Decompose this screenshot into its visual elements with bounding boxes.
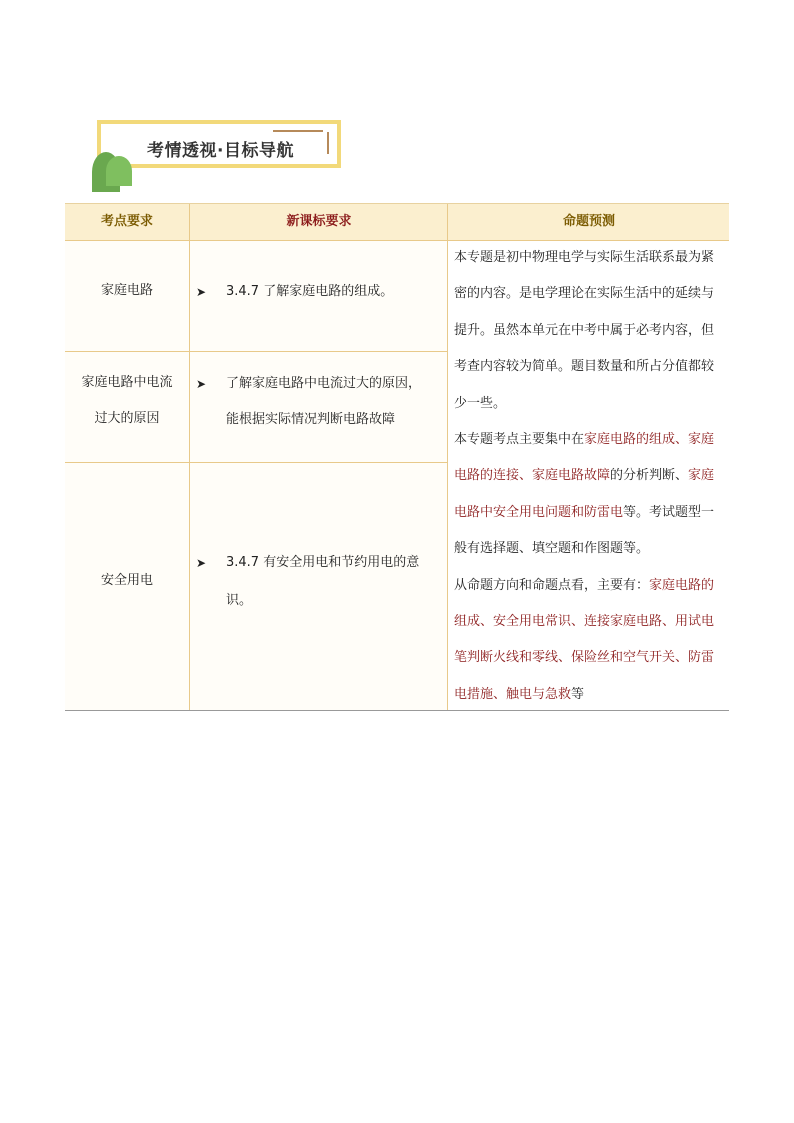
prediction-paragraph-3: 从命题方向和命题点看，主要有：家庭电路的组成、安全用电常识、连接家庭电路、用试电笔判断火线和零线、保险丝和空气开关、防雷电措施、触电与急救等	[454, 577, 715, 702]
requirement-column	[190, 241, 447, 710]
topic-cell-line2: 过大的原因	[94, 411, 160, 426]
column-divider	[447, 204, 448, 710]
prediction-cell	[454, 240, 726, 713]
topic-column	[65, 241, 189, 710]
row-divider	[65, 462, 447, 463]
banner-decoration	[273, 130, 323, 132]
prediction-paragraph-1: 本专题是初中物理电学与实际生活联系最为紧密的内容。是电学理论在实际生活中的延续与提升。虽然本单元在中考中属于必考内容，但考查内容较为简单。题目数量和所占分值都较少一些。	[454, 250, 715, 411]
arrow-bullet-icon: ➤	[196, 377, 207, 391]
highlight-text: 家庭电路的组成、安全用电常识、连接家庭电路、用试电笔判断火线和零线、保险丝和空气开关、防雷电措施、触电与急救	[454, 577, 715, 702]
requirement-cell: 3.4.7 了解家庭电路的组成。	[226, 284, 394, 299]
highlight-text: 家庭电路的组成、家庭电路的连接、家庭电路故障	[454, 432, 715, 484]
column-divider	[189, 204, 190, 710]
topic-cell-line1: 家庭电路中电流	[81, 375, 173, 390]
table-bottom-border	[65, 710, 729, 711]
header-requirement: 新课标要求	[189, 204, 448, 240]
topic-cell: 安全用电	[100, 573, 153, 588]
arrow-bullet-icon: ➤	[196, 556, 207, 570]
row-divider	[65, 351, 447, 352]
banner-frame	[97, 120, 341, 168]
table-header-row	[65, 204, 729, 241]
header-prediction: 命题预测	[447, 204, 730, 240]
banner-title: 考情透视·目标导航	[147, 141, 294, 161]
requirement-line2: 能根据实际情况判断电路故障	[226, 412, 396, 427]
header-topic: 考点要求	[100, 214, 153, 229]
section-banner	[90, 118, 352, 176]
arrow-bullet-icon: ➤	[196, 285, 207, 299]
topic-cell: 家庭电路	[100, 283, 153, 298]
banner-decoration-vertical	[327, 132, 329, 154]
requirement-line2: 识。	[226, 593, 253, 608]
requirement-line1: 3.4.7 有安全用电和节约用电的意	[226, 555, 420, 570]
highlight-text: 家庭电路中安全用电问题和防雷电	[454, 468, 715, 520]
hill-icon-small	[106, 156, 132, 186]
requirement-line1: 了解家庭电路中电流过大的原因，	[226, 376, 422, 391]
prediction-paragraph-2: 本专题考点主要集中在家庭电路的组成、家庭电路的连接、家庭电路故障的分析判断、家庭电路中安全用电问题和防雷电等。考试题型一般有选择题、填空题和作图题等。	[454, 432, 715, 557]
